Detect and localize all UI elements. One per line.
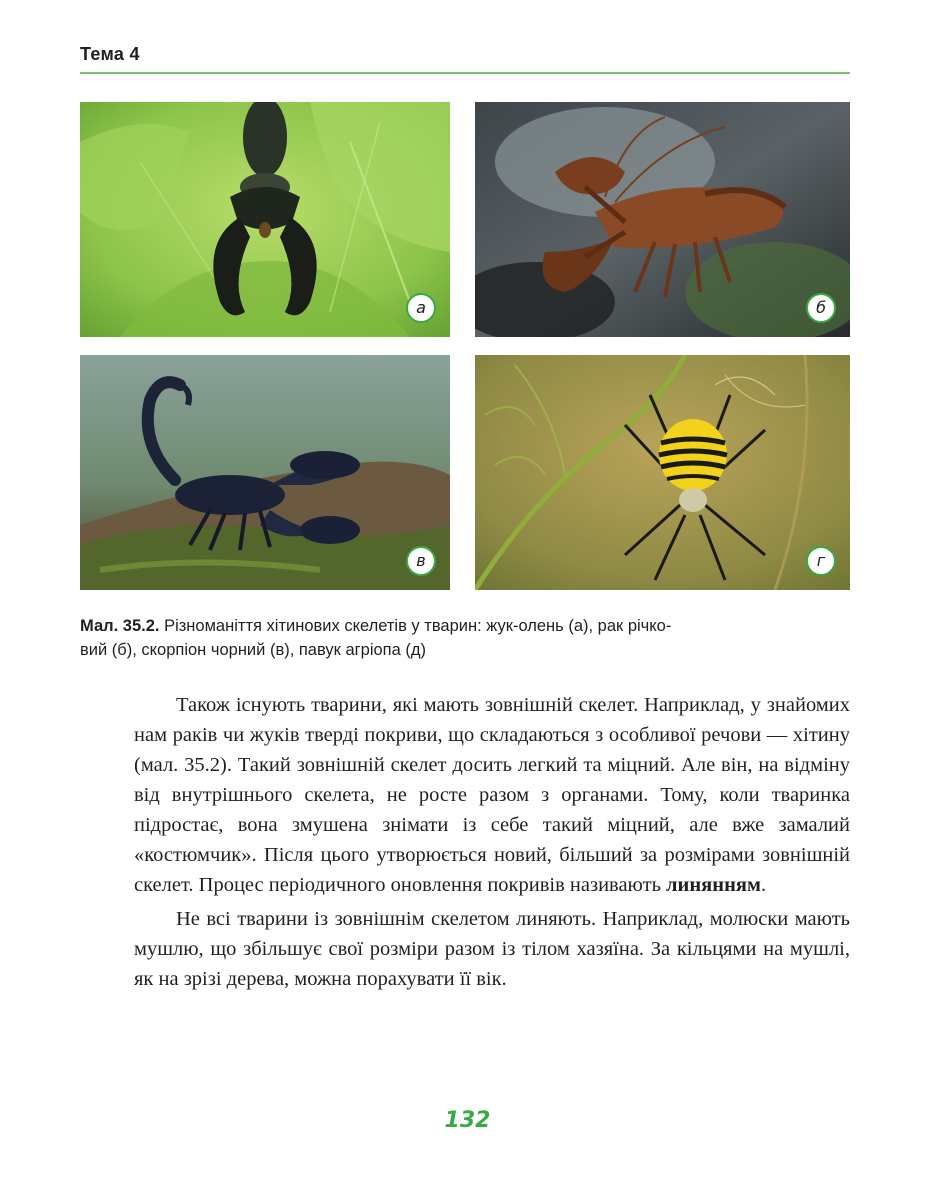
photo-scorpion	[80, 355, 450, 590]
photo-label-b: б	[806, 293, 836, 323]
caption-line-1: Різноманіття хітинових скелетів у тварин: жук-олень (а), рак річко-	[159, 617, 672, 635]
photo-label-a: а	[406, 293, 436, 323]
caption-prefix: Мал. 35.2.	[80, 617, 160, 635]
caption-line-2: вий (б), скорпіон чорний (в), павук агріопа (д)	[80, 641, 426, 659]
paragraph-1-text: Також існують тварини, які мають зовнішній скелет. Наприклад, у знайомих нам раків чи жуків тверді покриви, що складаються з особливої речови — хітину (мал. 35.2). Такий зовнішній скелет досить легкий та міцний. Але він, на відміну від внутрішнього скелета, не росте разом з органами. Тому, коли тваринка підростає, вона змушена знімати із себе такий міцний, але вже замалий «костюмчик». Після цього утворюється новий, більший за розмірами зовнішній скелет. Процес періодичного оновлення покривів називають	[134, 694, 850, 896]
term-molting: линянням	[666, 874, 761, 896]
body-text	[134, 690, 850, 994]
photo-crayfish	[475, 102, 850, 337]
paragraph-1	[134, 690, 850, 900]
figure-caption	[80, 614, 850, 662]
topic-header: Тема 4	[80, 44, 140, 64]
photo-label-g: г	[806, 546, 836, 576]
paragraph-1-end: .	[760, 874, 767, 896]
photo-spider	[475, 355, 850, 590]
photo-label-v: в	[406, 546, 436, 576]
photo-stag-beetle	[80, 102, 450, 337]
paragraph-2: Не всі тварини із зовнішнім скелетом линяють. Наприклад, молюски мають мушлю, що збільшує свої розміри разом із тілом хазяїна. За кільцями на мушлі, як на зрізі дерева, можна порахувати її вік.	[134, 908, 850, 990]
header-divider	[80, 72, 850, 74]
page-number: 132	[444, 1108, 491, 1133]
